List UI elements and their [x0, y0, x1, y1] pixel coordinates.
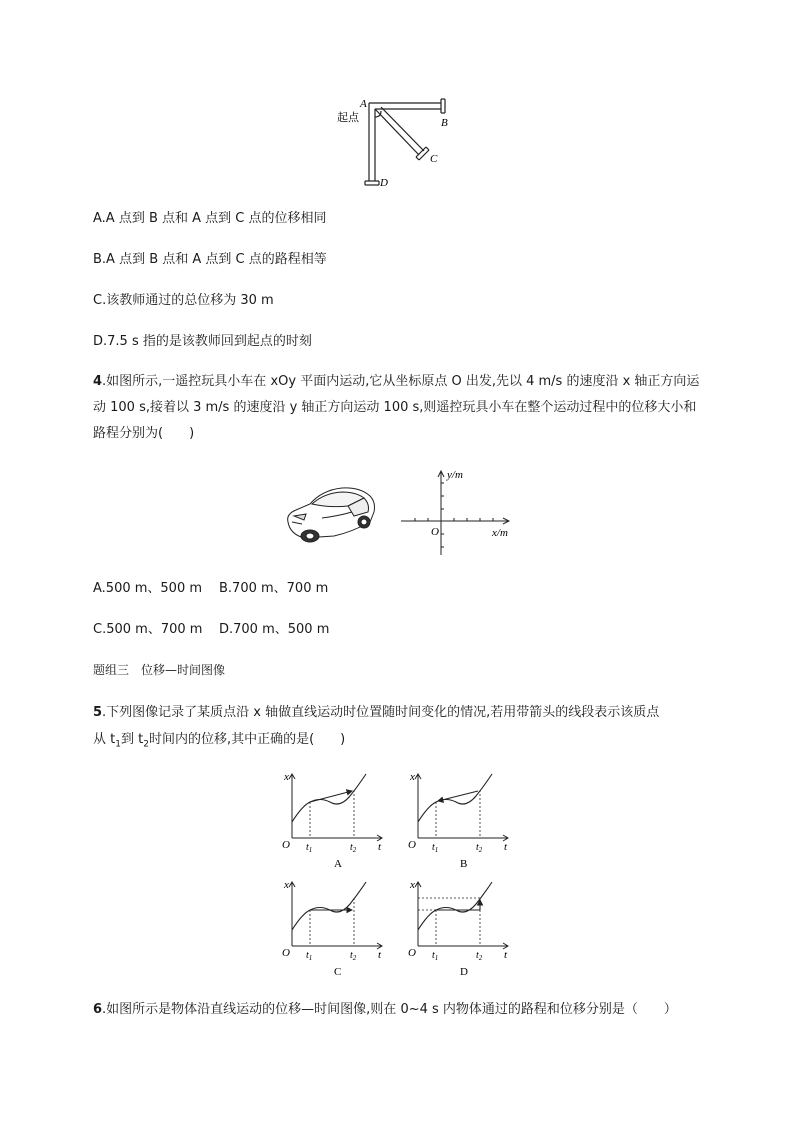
graph-d — [415, 882, 508, 949]
t2-letter: t — [476, 950, 479, 961]
axis-x-label: x — [284, 879, 289, 891]
q5-stem-line2 — [93, 731, 345, 754]
t1-sub: 1 — [308, 846, 313, 854]
caption-a: A — [334, 858, 342, 870]
track-figure — [335, 95, 465, 190]
q5-text-line1: .下列图像记录了某质点沿 x 轴做直线运动时位置随时间变化的情况,若用带箭头的线段表示该质点 — [102, 705, 660, 720]
t2-label — [476, 950, 483, 962]
t1-label — [306, 950, 312, 962]
origin-label: O — [431, 526, 439, 538]
q6-stem — [93, 1001, 677, 1019]
t2-label — [350, 950, 357, 962]
label-d: D — [380, 177, 388, 189]
axis-t-label: t — [504, 949, 508, 961]
q4-stem — [93, 369, 705, 447]
label-c: C — [430, 153, 438, 165]
q3-option-a: A.A 点到 B 点和 A 点到 C 点的位移相同 — [93, 211, 327, 226]
caption-c: C — [334, 966, 342, 978]
label-start: 起点 — [337, 111, 359, 124]
q6-text: .如图所示是物体沿直线运动的位移—时间图像,则在 0~4 s 内物体通过的路程和位移分别是（ ） — [102, 1002, 677, 1017]
t2-letter: t — [476, 842, 479, 853]
axis-x-label: x — [410, 771, 415, 783]
q3-option-c: C.该教师通过的总位移为 30 m — [93, 293, 274, 308]
q3-option-d: D.7.5 s 指的是该教师回到起点的时刻 — [93, 334, 312, 349]
caption-d: D — [460, 966, 468, 978]
t1-label — [432, 842, 438, 854]
axis-x-label: x — [410, 879, 415, 891]
xoy-axes-figure — [395, 465, 520, 560]
q5-number: 5 — [93, 705, 103, 720]
t1-letter: t — [306, 950, 309, 961]
axis-x-label: x/m — [492, 527, 508, 539]
toy-car-figure — [282, 478, 380, 546]
graph-a — [289, 774, 382, 841]
axis-t-label: t — [378, 841, 382, 853]
q6-number: 6 — [93, 1002, 103, 1017]
axis-t-label: t — [504, 841, 508, 853]
q4-option-d: D.700 m、500 m — [219, 622, 330, 637]
t1-label — [432, 950, 438, 962]
origin-label: O — [408, 947, 416, 959]
t1-letter: t — [432, 842, 435, 853]
q4-text: .如图所示,一遥控玩具小车在 xOy 平面内运动,它从坐标原点 O 出发,先以 4 m/s 的速度沿 x 轴正方向运动 100 s,接着以 3 m/s 的速度沿 y 轴正方向运动 100 s,则遥控玩具小车在整个运动过程中的位移大小和路程分别为( ) — [93, 374, 700, 441]
q5-text-part: 从 t — [93, 732, 116, 747]
q5-stem-line1 — [93, 704, 659, 722]
t1-sub: 1 — [434, 846, 439, 854]
section-3-title: 题组三 位移—时间图像 — [93, 663, 226, 677]
q4-number: 4 — [93, 374, 103, 389]
t2-letter: t — [350, 950, 353, 961]
origin-label: O — [282, 839, 290, 851]
graph-b — [415, 774, 508, 841]
t2-sub: 2 — [352, 846, 357, 854]
t2-label — [476, 842, 483, 854]
label-b: B — [441, 117, 448, 129]
graph-c — [289, 882, 382, 949]
t1-sub: 1 — [434, 954, 439, 962]
t2-letter: t — [350, 842, 353, 853]
t1-letter: t — [432, 950, 435, 961]
axis-t-label: t — [378, 949, 382, 961]
t1-label — [306, 842, 312, 854]
q4-option-a: A.500 m、500 m — [93, 581, 203, 596]
q4-option-b: B.700 m、700 m — [219, 581, 329, 596]
caption-b: B — [460, 858, 468, 870]
origin-label: O — [408, 839, 416, 851]
axis-y-label: y/m — [447, 469, 463, 481]
t2-label — [350, 842, 357, 854]
t2-sub: 2 — [478, 846, 483, 854]
origin-label: O — [282, 947, 290, 959]
label-a: A — [360, 98, 367, 110]
t2-sub: 2 — [478, 954, 483, 962]
q3-option-b: B.A 点到 B 点和 A 点到 C 点的路程相等 — [93, 252, 327, 267]
axis-x-label: x — [284, 771, 289, 783]
q4-option-c: C.500 m、700 m — [93, 622, 203, 637]
q5-text-part: 到 t — [120, 732, 144, 747]
q5-graphs — [278, 768, 522, 980]
t1-letter: t — [306, 842, 309, 853]
q5-sub: 1 — [115, 739, 121, 750]
q5-text-part: 时间内的位移,其中正确的是( ) — [148, 732, 346, 747]
t1-sub: 1 — [308, 954, 313, 962]
q5-sub: 2 — [143, 739, 149, 750]
t2-sub: 2 — [352, 954, 357, 962]
